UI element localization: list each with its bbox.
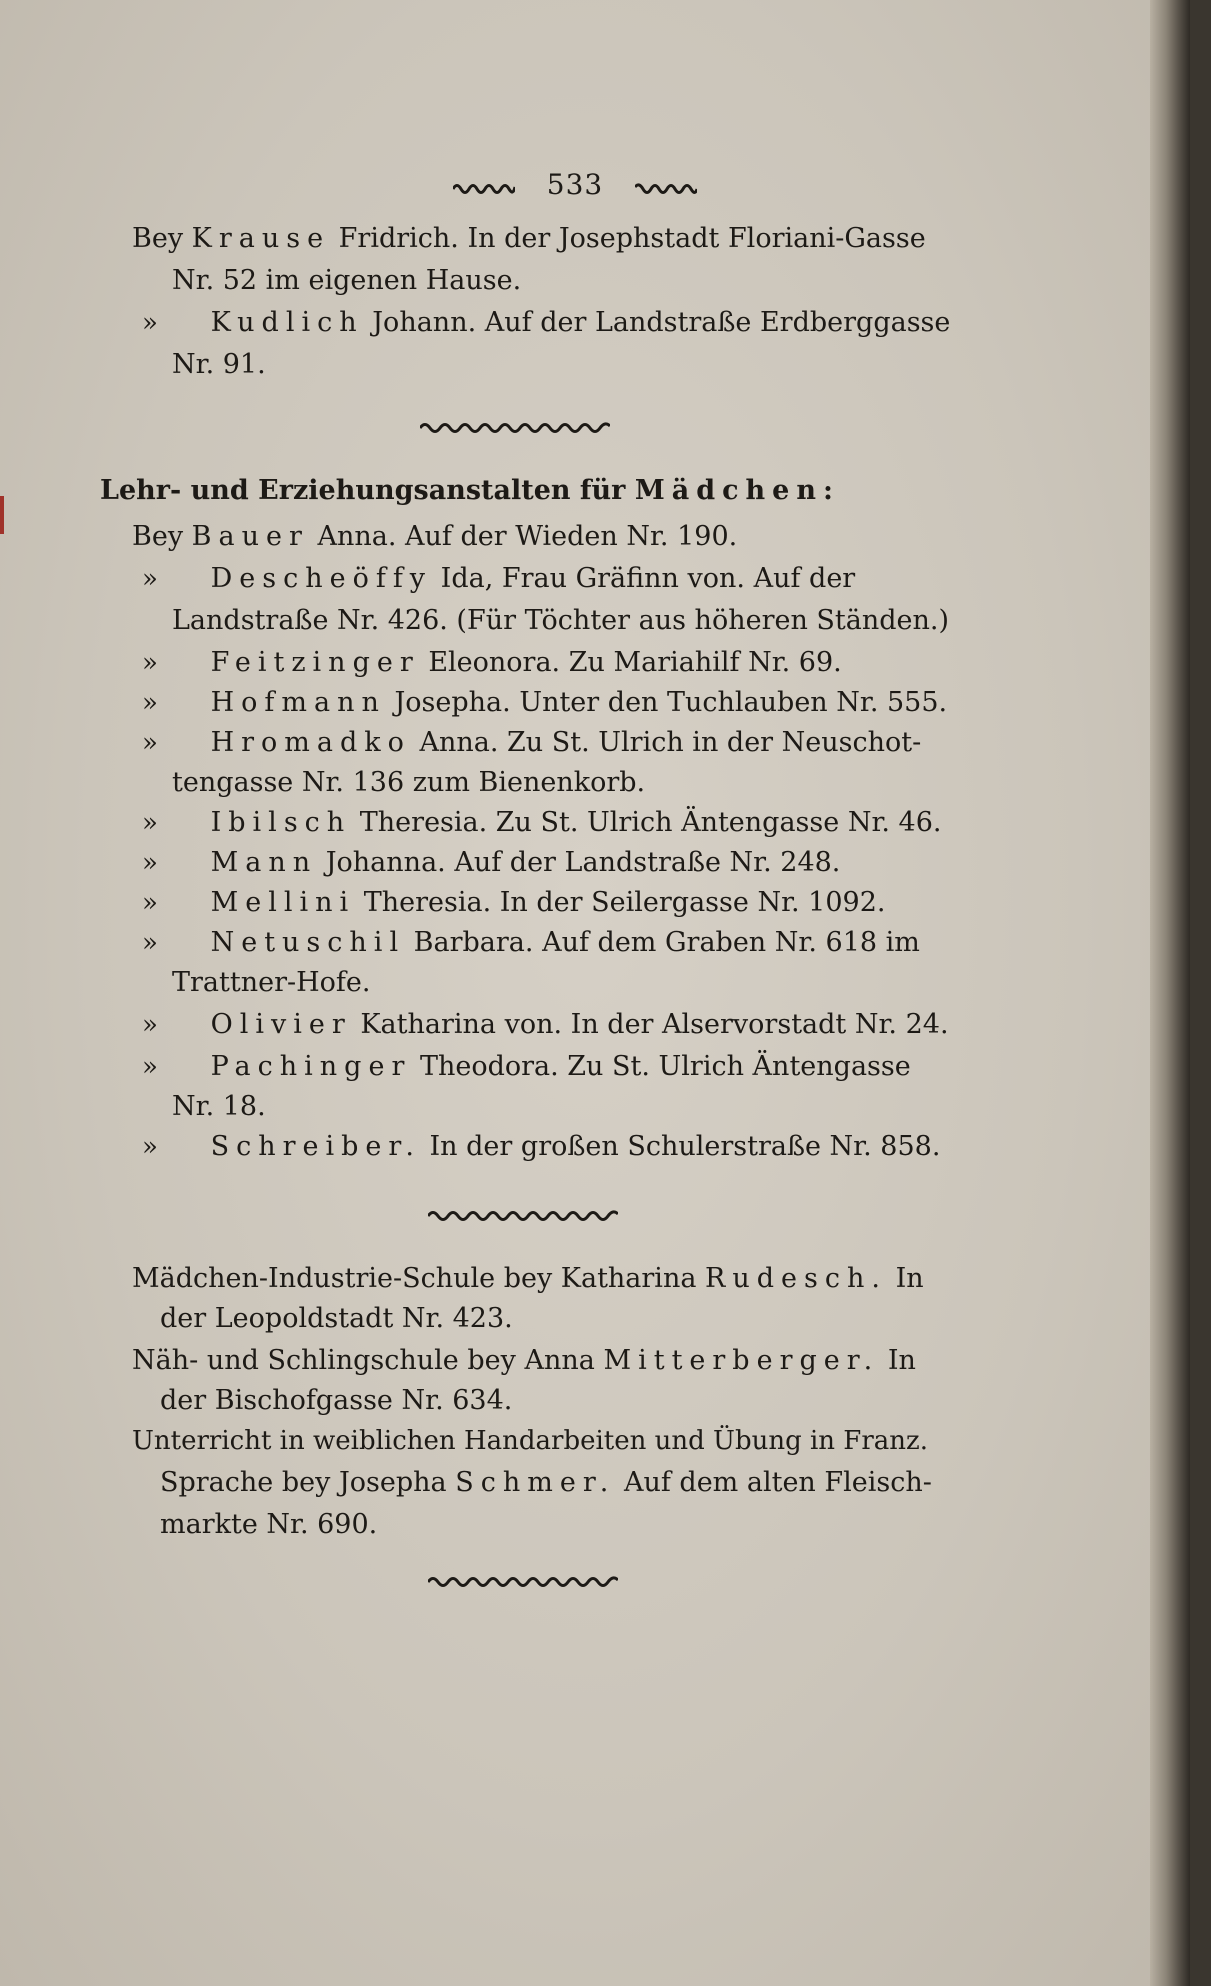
list-item-continuation: Trattner-Hofe. xyxy=(172,967,371,998)
entry-text: Sprache bey Josepha xyxy=(160,1467,447,1498)
list-item xyxy=(142,646,842,680)
entry-name: Olivier xyxy=(210,1009,352,1040)
ditto-mark: » xyxy=(142,808,158,838)
entry-text: Barbara. Auf dem Graben Nr. 618 im xyxy=(413,927,920,958)
list-item-continuation: der Leopoldstadt Nr. 423. xyxy=(160,1303,513,1334)
entry-name: Mitterberger. xyxy=(603,1345,880,1376)
wavy-ornament-icon xyxy=(453,180,515,194)
entry-text: Auf dem alten Fleisch- xyxy=(623,1467,932,1498)
entry-text: Näh- und Schlingschule bey Anna xyxy=(132,1345,595,1376)
list-item-continuation: tengasse Nr. 136 zum Bienenkorb. xyxy=(172,767,646,798)
entry-text: Josepha. Unter den Tuchlauben Nr. 555. xyxy=(394,687,948,718)
list-item xyxy=(142,886,885,920)
book-binding xyxy=(1190,0,1211,1986)
entry-name: Kudlich xyxy=(210,307,364,338)
list-item-continuation: markte Nr. 690. xyxy=(160,1509,378,1540)
entry-name: Pachinger xyxy=(210,1051,412,1082)
section-heading xyxy=(100,474,840,508)
ditto-mark: » xyxy=(142,1052,158,1082)
entry-text: In der großen Schulerstraße Nr. 858. xyxy=(429,1131,941,1162)
ditto-mark: » xyxy=(142,564,158,594)
ditto-mark: » xyxy=(142,928,158,958)
entry-text: Katharina von. In der Alservorstadt Nr. 24. xyxy=(360,1009,949,1040)
entry-text: Johanna. Auf der Landstraße Nr. 248. xyxy=(325,847,841,878)
ditto-mark: » xyxy=(142,728,158,758)
entry-lead: Bey xyxy=(132,223,184,254)
list-item xyxy=(142,806,942,840)
entry-text: Fridrich. In der Josephstadt Floriani-Gasse xyxy=(338,223,926,254)
entry-name: Mellini xyxy=(210,887,356,918)
wavy-divider-icon xyxy=(420,418,610,434)
list-item xyxy=(132,520,737,554)
list-item xyxy=(142,726,921,760)
ditto-mark: » xyxy=(142,1132,158,1162)
entry-name: Hofmann xyxy=(210,687,386,718)
entry-text: Anna. Zu St. Ulrich in der Neuschot- xyxy=(419,727,922,758)
entry-text: Anna. Auf der Wieden Nr. 190. xyxy=(317,521,738,552)
list-item xyxy=(142,1050,911,1084)
entry-text: Theresia. In der Seilergasse Nr. 1092. xyxy=(363,887,886,918)
entry-name: Descheöffy xyxy=(210,563,433,594)
heading-emphasis: Mädchen: xyxy=(634,475,840,506)
list-item xyxy=(132,1262,924,1296)
wavy-divider-icon xyxy=(428,1206,618,1222)
entry-name: Krause xyxy=(191,223,331,254)
list-item xyxy=(142,1008,949,1042)
entry-text: In xyxy=(895,1263,924,1294)
ditto-mark: » xyxy=(142,888,158,918)
entry-name: Schreiber. xyxy=(210,1131,421,1162)
ditto-mark: » xyxy=(142,688,158,718)
entry-text: Mädchen-Industrie-Schule bey Katharina xyxy=(132,1263,697,1294)
page-header xyxy=(0,168,1150,201)
list-item xyxy=(142,926,920,960)
entry-name: Hromadko xyxy=(210,727,411,758)
list-item xyxy=(142,686,947,720)
entry-text: In xyxy=(887,1345,916,1376)
list-item xyxy=(132,1344,916,1378)
list-item-continuation xyxy=(160,1466,932,1500)
entry-name: Mann xyxy=(210,847,318,878)
ditto-mark: » xyxy=(142,1010,158,1040)
ditto-mark: » xyxy=(142,848,158,878)
list-item-continuation: Nr. 18. xyxy=(172,1091,266,1122)
entry-name: Netuschil xyxy=(210,927,406,958)
page-edge xyxy=(1150,0,1190,1986)
list-item xyxy=(142,846,840,880)
list-item-continuation: Nr. 52 im eigenen Hause. xyxy=(172,265,522,296)
ditto-mark: » xyxy=(142,308,158,338)
entry-name: Schmer. xyxy=(455,1467,616,1498)
entry-text: Johann. Auf der Landstraße Erdberggasse xyxy=(372,307,951,338)
list-item xyxy=(142,562,855,596)
entry-name: Bauer xyxy=(191,521,309,552)
entry-text: Theodora. Zu St. Ulrich Äntengasse xyxy=(419,1051,911,1082)
entry-name: Ibilsch xyxy=(210,807,352,838)
entry-text: Ida, Frau Gräfinn von. Auf der xyxy=(440,563,856,594)
entry-name: Rudesch. xyxy=(705,1263,887,1294)
list-item xyxy=(132,222,926,256)
wavy-divider-icon xyxy=(428,1572,618,1588)
list-item xyxy=(142,1130,940,1164)
ditto-mark: » xyxy=(142,648,158,678)
list-item-continuation: Landstraße Nr. 426. (Für Töchter aus höheren Ständen.) xyxy=(172,605,950,636)
heading-text: Lehr- und Erziehungsanstalten für xyxy=(100,475,626,506)
list-item xyxy=(142,306,950,340)
entry-text: Theresia. Zu St. Ulrich Äntengasse Nr. 46. xyxy=(359,807,942,838)
entry-lead: Bey xyxy=(132,521,184,552)
list-item-continuation: der Bischofgasse Nr. 634. xyxy=(160,1385,513,1416)
entry-text: Eleonora. Zu Mariahilf Nr. 69. xyxy=(428,647,842,678)
entry-name: Feitzinger xyxy=(210,647,420,678)
page-number: 533 xyxy=(546,168,604,201)
wavy-ornament-icon xyxy=(635,180,697,194)
list-item: Unterricht in weiblichen Handarbeiten und Übung in Franz. xyxy=(132,1426,928,1456)
list-item-continuation: Nr. 91. xyxy=(172,349,266,380)
